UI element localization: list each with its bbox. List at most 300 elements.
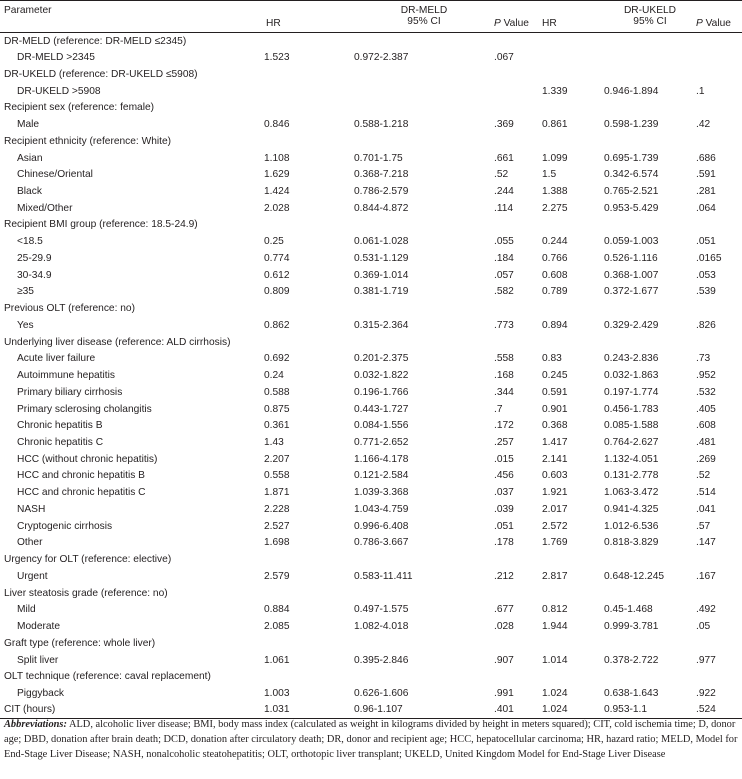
cell-p2: .041	[696, 503, 716, 515]
row-sublabel: Primary sclerosing cholangitis	[17, 403, 152, 415]
cell-p1: .369	[494, 119, 514, 131]
cell-ci1: 0.061-1.028	[354, 236, 409, 248]
header-ci-2	[604, 1, 696, 33]
row-sublabel: Chinese/Oriental	[17, 169, 93, 181]
cell-ci1: 0.844-4.872	[354, 202, 409, 214]
table-row	[0, 401, 742, 418]
cell-ci2: 0.197-1.774	[604, 386, 659, 398]
table-row	[0, 267, 742, 284]
table-row	[0, 334, 742, 351]
cell-p2: .1	[696, 85, 705, 97]
cell-hr2: 0.244	[542, 236, 568, 248]
cell-hr2: 0.245	[542, 370, 568, 382]
cell-hr2	[542, 99, 604, 116]
cell-ci2: 0.131-2.778	[604, 470, 659, 482]
table-row	[0, 284, 742, 301]
cell-ci2	[604, 99, 696, 116]
cell-p1: .184	[494, 252, 514, 264]
row-sublabel: 30-34.9	[17, 269, 52, 281]
cell-hr2	[542, 300, 604, 317]
table-row	[0, 116, 742, 133]
cell-ci2: 0.648-12.245	[604, 570, 665, 582]
cell-p2: .532	[696, 386, 716, 398]
cell-p1: .212	[494, 570, 514, 582]
cell-p2: .481	[696, 436, 716, 448]
table-row	[0, 99, 742, 116]
cell-ci2	[604, 33, 696, 50]
cell-hr1: 2.085	[264, 621, 290, 633]
table-row	[0, 217, 742, 234]
cell-ci1: 0.032-1.822	[354, 370, 409, 382]
table-row	[0, 551, 742, 568]
cell-p2: .053	[696, 269, 716, 281]
cell-p1: .055	[494, 236, 514, 248]
row-sublabel: Chronic hepatitis C	[17, 436, 104, 448]
cell-p2: .686	[696, 152, 716, 164]
cell-ci1	[354, 66, 494, 83]
cell-ci2: 1.063-3.472	[604, 487, 659, 499]
cell-ci2: 0.526-1.116	[604, 252, 658, 264]
cell-hr1: 2.028	[264, 202, 290, 214]
cell-p2: .826	[696, 319, 716, 331]
cell-p1: .114	[494, 202, 514, 214]
cell-hr2: 2.141	[542, 453, 568, 465]
footnote	[4, 717, 738, 762]
cell-p2	[696, 66, 742, 83]
row-sublabel: Moderate	[17, 621, 61, 633]
cell-ci2: 1.012-6.536	[604, 520, 659, 532]
cell-hr2	[542, 334, 604, 351]
table-row	[0, 618, 742, 635]
table-row	[0, 250, 742, 267]
cell-hr1: 1.871	[264, 487, 290, 499]
header-hr-1: HR	[264, 1, 354, 33]
cell-hr1: 0.774	[264, 252, 290, 264]
cell-ci2	[604, 635, 696, 652]
cell-hr1: 0.884	[264, 604, 290, 616]
cell-p1: .028	[494, 621, 514, 633]
cell-p2	[696, 300, 742, 317]
cell-hr1: 1.061	[264, 654, 290, 666]
row-sublabel: HCC (without chronic hepatitis)	[17, 453, 158, 465]
cell-p1	[494, 334, 542, 351]
cell-ci2	[604, 66, 696, 83]
table-row	[0, 350, 742, 367]
row-sublabel: Chronic hepatitis B	[17, 420, 103, 432]
cell-p1	[494, 99, 542, 116]
cell-hr1: 1.698	[264, 537, 290, 549]
cell-hr1	[264, 635, 354, 652]
cell-hr1	[264, 99, 354, 116]
row-sublabel: Autoimmune hepatitis	[17, 370, 115, 382]
cell-hr2	[542, 133, 604, 150]
cell-hr2	[542, 585, 604, 602]
row-sublabel: Primary biliary cirrhosis	[17, 386, 123, 398]
cell-hr2: 1.388	[542, 185, 568, 197]
cell-p1: .344	[494, 386, 514, 398]
row-category-label: DR-UKELD (reference: DR-UKELD ≤5908)	[4, 68, 198, 80]
table-row	[0, 367, 742, 384]
cell-p2	[696, 33, 742, 50]
table-body	[0, 33, 742, 719]
cell-ci1: 0.315-2.364	[354, 319, 409, 331]
table-row	[0, 200, 742, 217]
cell-ci1: 0.369-1.014	[354, 269, 409, 281]
cell-hr1: 0.862	[264, 319, 290, 331]
cell-hr1: 0.612	[264, 269, 290, 281]
row-category-label: CIT (hours)	[0, 702, 264, 719]
row-sublabel: DR-MELD >2345	[17, 52, 95, 64]
cell-p1: .015	[494, 453, 514, 465]
cell-ci2: 0.059-1.003	[604, 236, 659, 248]
cell-p1: .257	[494, 436, 514, 448]
row-sublabel: Piggyback	[17, 688, 65, 699]
row-sublabel: Asian	[17, 152, 43, 164]
table-row	[0, 384, 742, 401]
table-row	[0, 317, 742, 334]
cell-p1: .661	[494, 152, 514, 164]
cell-hr1	[264, 83, 354, 100]
cell-hr1: 2.207	[264, 453, 290, 465]
cell-hr1: 0.558	[264, 470, 290, 482]
cell-ci2: 0.638-1.643	[604, 688, 659, 699]
table-row	[0, 484, 742, 501]
cell-ci1: 0.368-7.218	[354, 169, 409, 181]
cell-p2: .064	[696, 202, 716, 214]
cell-hr2: 1.417	[542, 436, 568, 448]
cell-ci1: 1.039-3.368	[354, 487, 409, 499]
cell-hr1	[264, 668, 354, 685]
cell-ci1: 0.497-1.575	[354, 604, 409, 616]
cell-ci2: 0.765-2.521	[604, 185, 659, 197]
row-sublabel: 25-29.9	[17, 252, 52, 264]
cell-p1	[494, 551, 542, 568]
header-p-2	[696, 1, 742, 33]
cell-p1: .037	[494, 487, 514, 499]
cell-ci1	[354, 551, 494, 568]
cell-ci1	[354, 33, 494, 50]
cell-hr1: 2.228	[264, 503, 290, 515]
cell-ci1: 0.443-1.727	[354, 403, 409, 415]
cell-hr1: 1.629	[264, 169, 290, 181]
cell-hr1: 1.43	[264, 436, 284, 448]
cell-ci2: 0.999-3.781	[604, 621, 659, 633]
header-group-dr-ukeld: DR-UKELD	[623, 5, 677, 16]
cell-ci1	[354, 99, 494, 116]
cell-ci2	[604, 49, 696, 66]
cell-p1	[494, 585, 542, 602]
cell-hr1: 1.003	[264, 688, 290, 699]
cell-ci2: 0.818-3.829	[604, 537, 659, 549]
table-row	[0, 417, 742, 434]
row-sublabel: Black	[17, 185, 42, 197]
cell-p2: .73	[696, 353, 711, 365]
cell-p2: .269	[696, 453, 716, 465]
row-sublabel: Acute liver failure	[17, 353, 96, 365]
cell-hr2: 1.014	[542, 654, 568, 666]
cell-ci1: 0.96-1.107	[354, 702, 494, 719]
row-category-label: Underlying liver disease (reference: ALD cirrhosis)	[4, 336, 231, 348]
cell-p1: .7	[494, 403, 503, 415]
header-row	[0, 1, 742, 33]
cell-hr1: 0.588	[264, 386, 290, 398]
cell-p1	[494, 33, 542, 50]
table-row	[0, 468, 742, 485]
cell-ci2	[604, 300, 696, 317]
row-category-label: Previous OLT (reference: no)	[4, 303, 135, 315]
cell-hr2: 0.894	[542, 319, 568, 331]
header-p-rest-2: Value	[702, 18, 731, 29]
cell-p2: .42	[696, 119, 711, 131]
cell-hr2: 0.766	[542, 252, 568, 264]
cell-p2: .147	[696, 537, 716, 549]
cell-p1: .582	[494, 286, 514, 298]
cell-ci1	[354, 668, 494, 685]
table-row	[0, 300, 742, 317]
table-row	[0, 83, 742, 100]
cell-p2	[696, 551, 742, 568]
cell-hr1	[264, 334, 354, 351]
row-sublabel: Cryptogenic cirrhosis	[17, 520, 113, 532]
cell-p2: .608	[696, 420, 716, 432]
cell-p2: .977	[696, 654, 716, 666]
cell-p2: .405	[696, 403, 716, 415]
cell-hr2: 0.83	[542, 353, 562, 365]
table-row	[0, 233, 742, 250]
cell-ci1	[354, 83, 494, 100]
cell-hr2	[542, 635, 604, 652]
cell-ci2: 0.342-6.574	[604, 169, 659, 181]
cell-hr1	[264, 66, 354, 83]
cell-p1: .051	[494, 520, 514, 532]
cell-p1: .677	[494, 604, 514, 616]
table-row	[0, 150, 742, 167]
cell-hr1: 0.25	[264, 236, 284, 248]
cell-p2	[696, 49, 742, 66]
row-sublabel: Split liver	[17, 654, 59, 666]
table-row	[0, 535, 742, 552]
cell-p1: .172	[494, 420, 514, 432]
cell-ci2: 0.695-1.739	[604, 152, 659, 164]
cell-ci1: 0.121-2.584	[354, 470, 409, 482]
cell-hr2: 0.603	[542, 470, 568, 482]
cell-p2: .167	[696, 570, 716, 582]
cell-p2: .524	[696, 702, 742, 719]
row-category-label: Recipient BMI group (reference: 18.5-24.9)	[4, 219, 198, 231]
table-row	[0, 166, 742, 183]
table-row	[0, 652, 742, 669]
cell-ci2	[604, 334, 696, 351]
table-row	[0, 685, 742, 702]
cell-p1: .401	[494, 702, 542, 719]
cell-hr2: 2.817	[542, 570, 568, 582]
row-sublabel: NASH	[17, 503, 46, 515]
table-row	[0, 183, 742, 200]
cell-hr1: 0.361	[264, 420, 290, 432]
cell-ci2: 0.243-2.836	[604, 353, 659, 365]
cell-p1: .057	[494, 269, 514, 281]
cell-p1: .773	[494, 319, 514, 331]
cell-ci1	[354, 133, 494, 150]
cell-ci2: 0.953-5.429	[604, 202, 659, 214]
cell-ci2: 0.032-1.863	[604, 370, 659, 382]
cell-p1	[494, 635, 542, 652]
cell-hr1: 0.692	[264, 353, 290, 365]
row-category-label: DR-MELD (reference: DR-MELD ≤2345)	[4, 35, 187, 47]
cell-ci1	[354, 217, 494, 234]
cell-hr2	[542, 33, 604, 50]
cell-ci1: 0.583-11.411	[354, 570, 413, 582]
cell-p2	[696, 635, 742, 652]
cell-p1: .067	[494, 52, 514, 64]
table-row	[0, 635, 742, 652]
row-category-label: Recipient ethnicity (reference: White)	[4, 135, 172, 147]
cell-ci1: 0.531-1.129	[354, 252, 409, 264]
cell-p1	[494, 133, 542, 150]
cell-ci2: 0.456-1.783	[604, 403, 659, 415]
cell-hr2: 1.339	[542, 85, 568, 97]
table-row	[0, 585, 742, 602]
row-sublabel: DR-UKELD >5908	[17, 85, 101, 97]
cell-p1	[494, 668, 542, 685]
cell-hr2: 1.944	[542, 621, 568, 633]
cell-p1	[494, 217, 542, 234]
cell-ci2: 0.598-1.239	[604, 119, 659, 131]
cell-ci1: 0.588-1.218	[354, 119, 409, 131]
cell-ci1: 0.972-2.387	[354, 52, 409, 64]
cell-p1	[494, 83, 542, 100]
cell-hr2: 2.275	[542, 202, 568, 214]
cell-ci1: 0.084-1.556	[354, 420, 409, 432]
cell-hr1: 0.875	[264, 403, 290, 415]
row-sublabel: Mixed/Other	[17, 202, 73, 214]
cell-hr1	[264, 551, 354, 568]
cell-hr1: 0.24	[264, 370, 284, 382]
row-sublabel: Yes	[17, 319, 34, 331]
cell-p1: .244	[494, 185, 514, 197]
cell-hr1: 1.424	[264, 185, 290, 197]
cell-p1: .178	[494, 537, 514, 549]
cell-ci2: 1.132-4.051	[604, 453, 659, 465]
cell-p2: .0165	[696, 252, 722, 264]
cell-hr2: 0.812	[542, 604, 568, 616]
header-parameter: Parameter	[0, 1, 264, 33]
cell-p2	[696, 585, 742, 602]
cell-ci1: 0.381-1.719	[354, 286, 409, 298]
cell-ci2	[604, 551, 696, 568]
cell-ci1: 0.996-6.408	[354, 520, 409, 532]
row-sublabel: Other	[17, 537, 43, 549]
cell-p2	[696, 334, 742, 351]
cell-hr1	[264, 585, 354, 602]
cell-hr1	[264, 33, 354, 50]
table-row	[0, 33, 742, 50]
header-p-italic-1: P	[494, 18, 501, 29]
row-sublabel: Mild	[17, 604, 36, 616]
cell-ci2: 0.368-1.007	[604, 269, 659, 281]
table-row	[0, 668, 742, 685]
cell-ci2	[604, 668, 696, 685]
table-row	[0, 133, 742, 150]
cell-p2	[696, 668, 742, 685]
cell-hr1	[264, 300, 354, 317]
cell-p2	[696, 133, 742, 150]
cell-p2: .05	[696, 621, 711, 633]
cell-ci1: 0.786-2.579	[354, 185, 409, 197]
cell-ci2	[604, 585, 696, 602]
cell-hr1	[264, 217, 354, 234]
cell-hr2: 1.024	[542, 702, 604, 719]
cell-hr2	[542, 66, 604, 83]
cell-p2: .952	[696, 370, 716, 382]
cell-ci1: 0.701-1.75	[354, 152, 403, 164]
cell-p1: .558	[494, 353, 514, 365]
cell-p1: .907	[494, 654, 514, 666]
table-row	[0, 451, 742, 468]
cell-ci1: 0.771-2.652	[354, 436, 409, 448]
cell-hr2: 0.901	[542, 403, 568, 415]
table-row	[0, 501, 742, 518]
cell-hr2: 1.5	[542, 169, 557, 181]
table-row	[0, 601, 742, 618]
cell-ci1: 0.395-2.846	[354, 654, 409, 666]
cell-hr2: 0.861	[542, 119, 568, 131]
cell-hr2	[542, 668, 604, 685]
cell-ci2: 0.764-2.627	[604, 436, 659, 448]
cell-hr2: 0.591	[542, 386, 568, 398]
cell-ci1	[354, 635, 494, 652]
row-category-label: Urgency for OLT (reference: elective)	[4, 554, 172, 566]
cell-hr2: 0.368	[542, 420, 568, 432]
header-p-italic-2: P	[696, 18, 703, 29]
cell-p1: .456	[494, 470, 514, 482]
cell-ci2: 0.378-2.722	[604, 654, 659, 666]
cell-hr1: 1.108	[264, 152, 290, 164]
cell-hr2: 2.017	[542, 503, 568, 515]
cell-ci1: 1.043-4.759	[354, 503, 409, 515]
header-p-rest-1: Value	[500, 18, 529, 29]
row-category-label: Graft type (reference: whole liver)	[4, 637, 156, 649]
cell-p2: .52	[696, 470, 711, 482]
cell-p1	[494, 66, 542, 83]
cell-ci2: 0.372-1.677	[604, 286, 659, 298]
footnote-label: Abbreviations:	[4, 719, 67, 730]
cell-p1: .991	[494, 688, 514, 699]
header-p-1	[494, 1, 542, 33]
cell-p2: .922	[696, 688, 716, 699]
table-row	[0, 518, 742, 535]
cell-hr2	[542, 551, 604, 568]
table-row	[0, 66, 742, 83]
cell-hr2	[542, 217, 604, 234]
cell-ci2: 0.946-1.894	[604, 85, 659, 97]
cell-p2: .492	[696, 604, 716, 616]
cell-ci2	[604, 133, 696, 150]
cell-ci1: 0.786-3.667	[354, 537, 409, 549]
cell-ci1: 0.626-1.606	[354, 688, 409, 699]
cell-hr1	[264, 133, 354, 150]
table-row	[0, 49, 742, 66]
cell-ci1	[354, 300, 494, 317]
cell-p2: .591	[696, 169, 716, 181]
cell-hr2: 1.024	[542, 688, 568, 699]
table-row	[0, 434, 742, 451]
cell-hr2: 0.608	[542, 269, 568, 281]
cell-p1	[494, 300, 542, 317]
row-category-label: Liver steatosis grade (reference: no)	[4, 587, 168, 599]
cell-hr2: 2.572	[542, 520, 568, 532]
table-row	[0, 568, 742, 585]
